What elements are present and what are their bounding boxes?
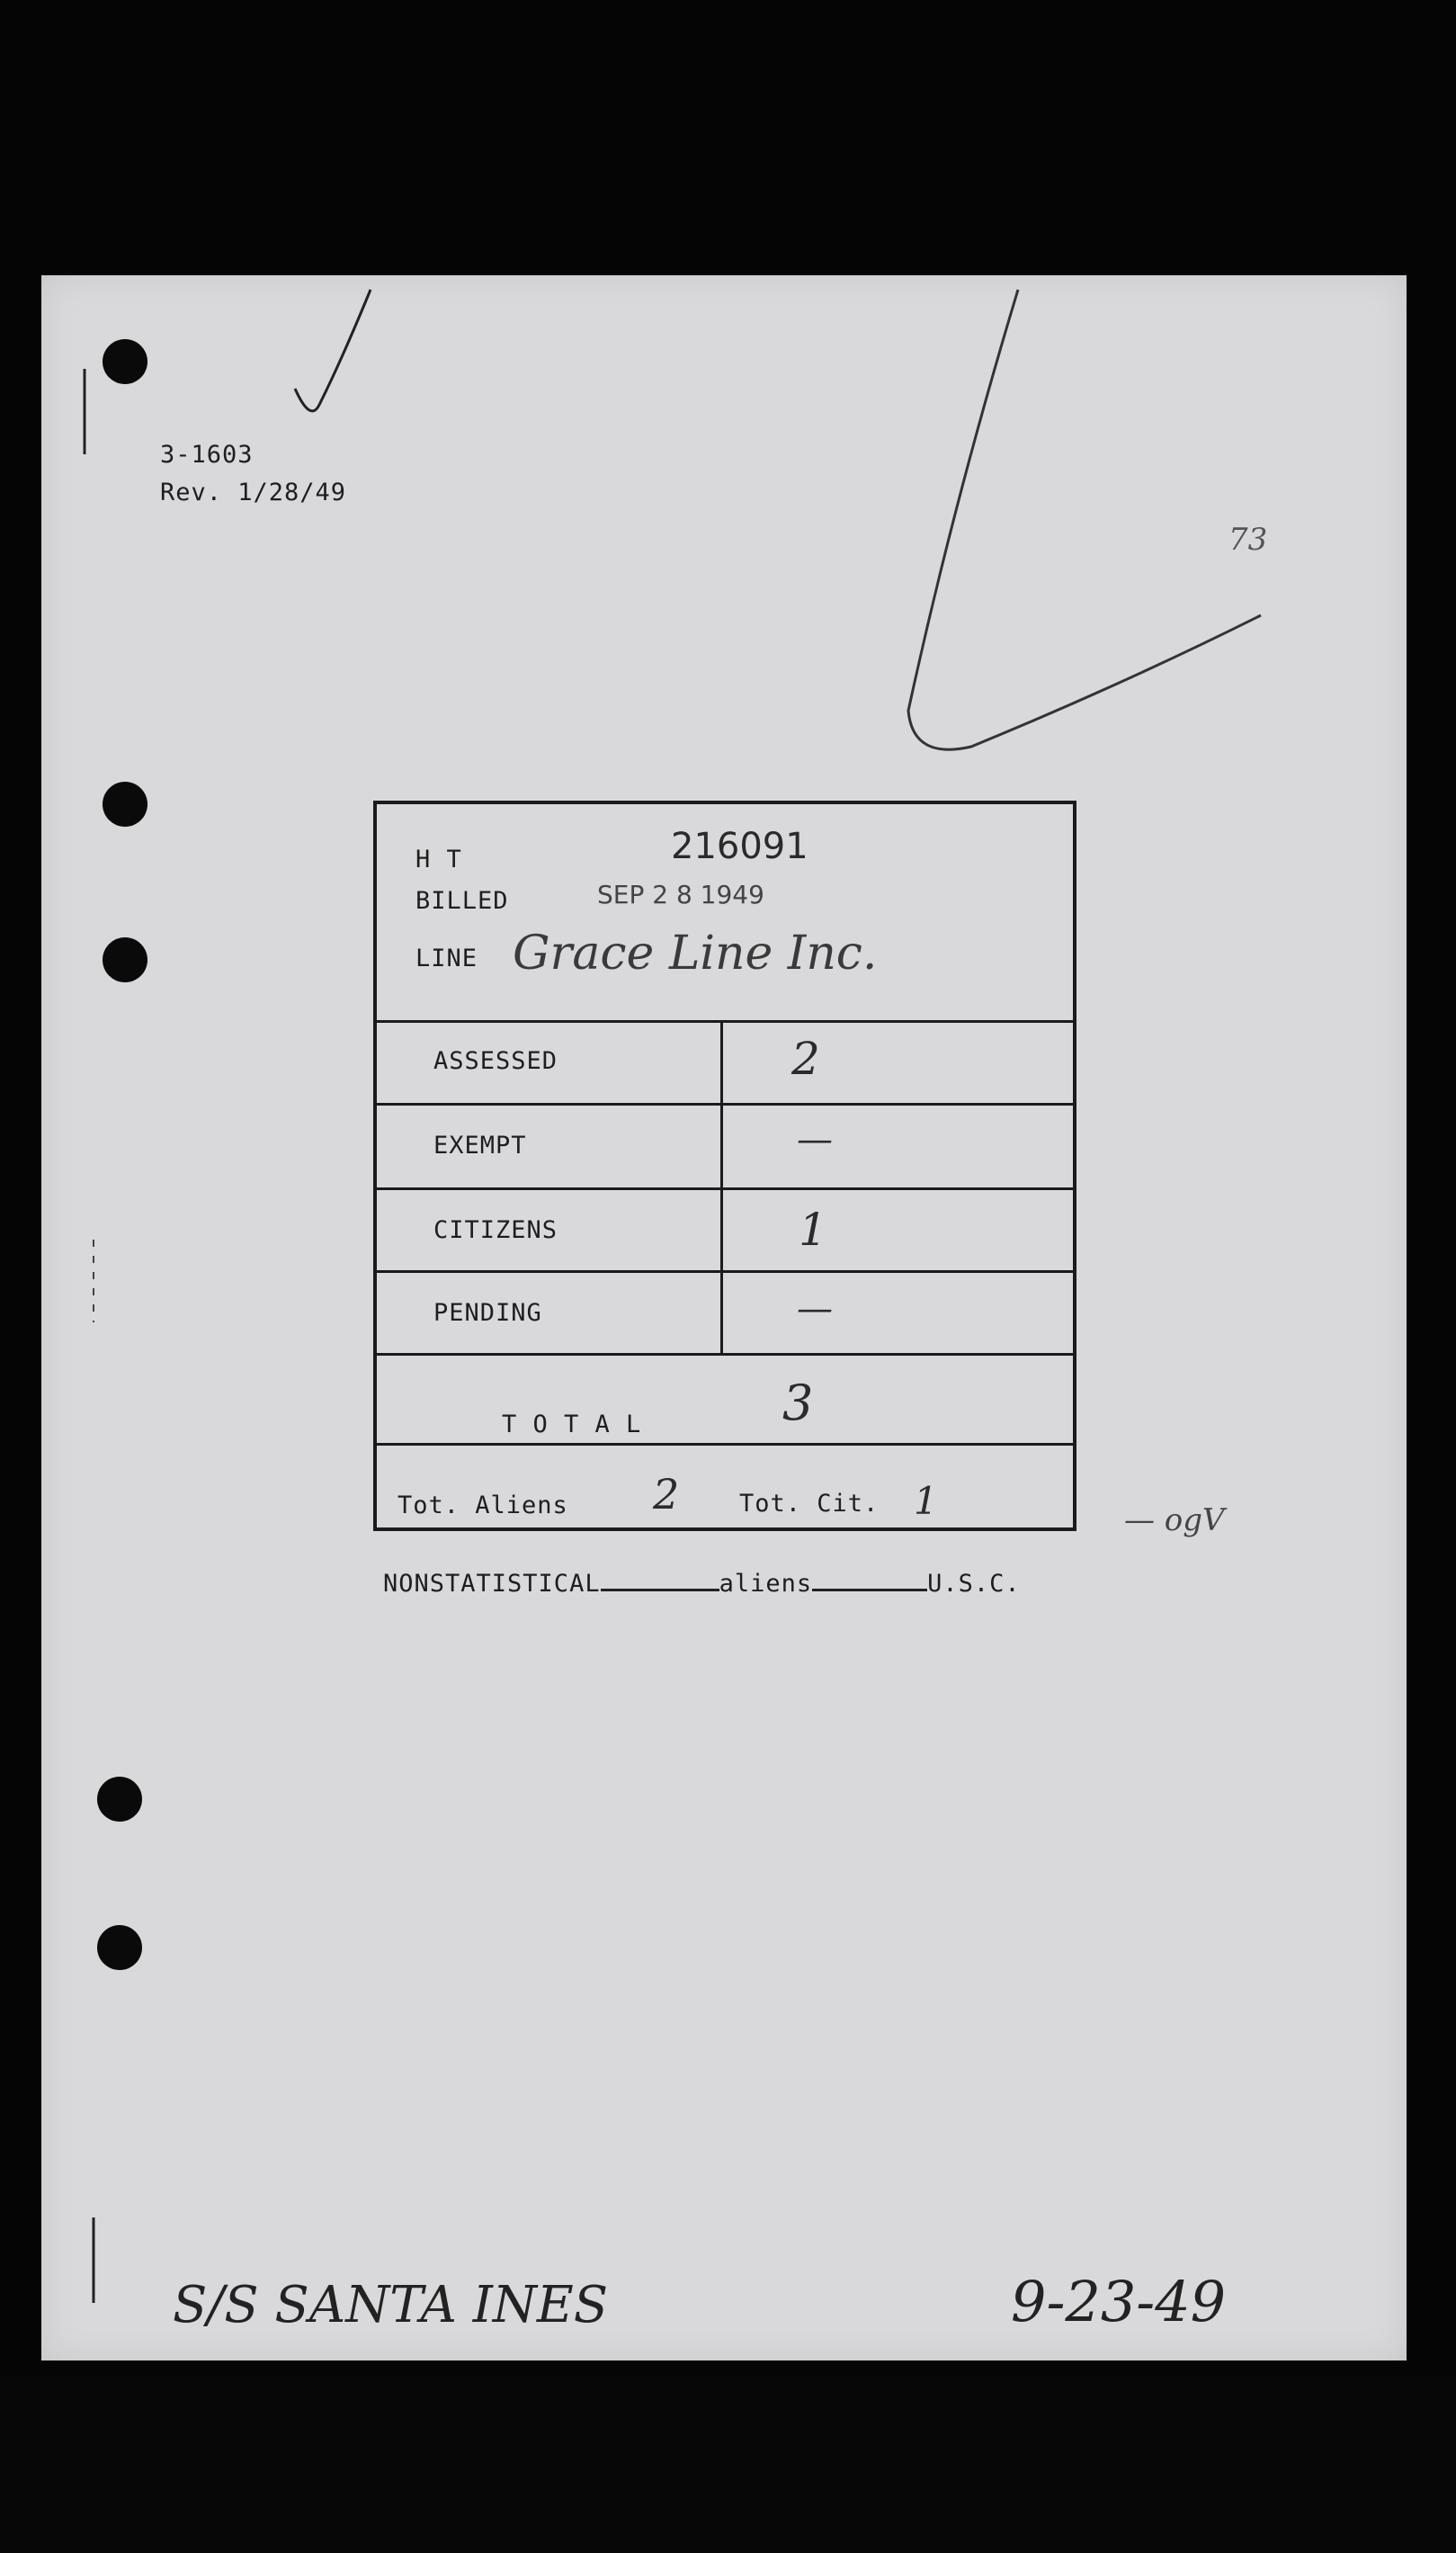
exempt-label: EXEMPT bbox=[433, 1132, 527, 1160]
scan-background-bottom bbox=[0, 2375, 1456, 2553]
aliens-label: aliens bbox=[719, 1570, 813, 1598]
assessed-value: 2 bbox=[791, 1033, 820, 1085]
page-number: 73 bbox=[1228, 522, 1268, 558]
total-label: T O T A L bbox=[502, 1411, 642, 1438]
line-label: LINE bbox=[415, 945, 478, 972]
total-aliens-label: Tot. Aliens bbox=[397, 1491, 568, 1519]
form-revision: Rev. 1/28/49 bbox=[160, 479, 347, 506]
aliens-blank bbox=[812, 1589, 927, 1591]
ship-name: S/S SANTA INES bbox=[173, 2276, 609, 2334]
total-aliens-value: 2 bbox=[653, 1470, 680, 1518]
punch-hole bbox=[97, 1925, 142, 1970]
total-citizens-label: Tot. Cit. bbox=[739, 1490, 880, 1518]
pending-value: — bbox=[797, 1288, 833, 1330]
citizens-label: CITIZENS bbox=[433, 1216, 558, 1244]
punch-hole bbox=[97, 1777, 142, 1822]
citizens-value: 1 bbox=[799, 1204, 827, 1256]
total-citizens-value: 1 bbox=[914, 1479, 938, 1523]
billed-date-stamp: SEP 2 8 1949 bbox=[597, 880, 764, 909]
nonstatistical-line bbox=[383, 1570, 1021, 1598]
initials: — ogV bbox=[1124, 1502, 1225, 1538]
total-value: 3 bbox=[782, 1375, 814, 1431]
ht-label: H T bbox=[415, 846, 462, 873]
nonstatistical-label: NONSTATISTICAL bbox=[383, 1570, 601, 1598]
form-number: 3-1603 bbox=[160, 441, 254, 469]
line-value: Grace Line Inc. bbox=[513, 927, 878, 981]
nonstatistical-blank bbox=[601, 1589, 719, 1591]
assessed-label: ASSESSED bbox=[433, 1047, 558, 1075]
usc-label: U.S.C. bbox=[927, 1570, 1021, 1598]
exempt-value: — bbox=[797, 1119, 833, 1160]
footer-date: 9-23-49 bbox=[1011, 2269, 1227, 2334]
punch-hole bbox=[103, 782, 147, 827]
punch-hole bbox=[103, 937, 147, 982]
punch-hole bbox=[103, 339, 147, 384]
ht-number: 216091 bbox=[671, 826, 808, 867]
billed-label: BILLED bbox=[415, 887, 509, 915]
pending-label: PENDING bbox=[433, 1299, 542, 1327]
